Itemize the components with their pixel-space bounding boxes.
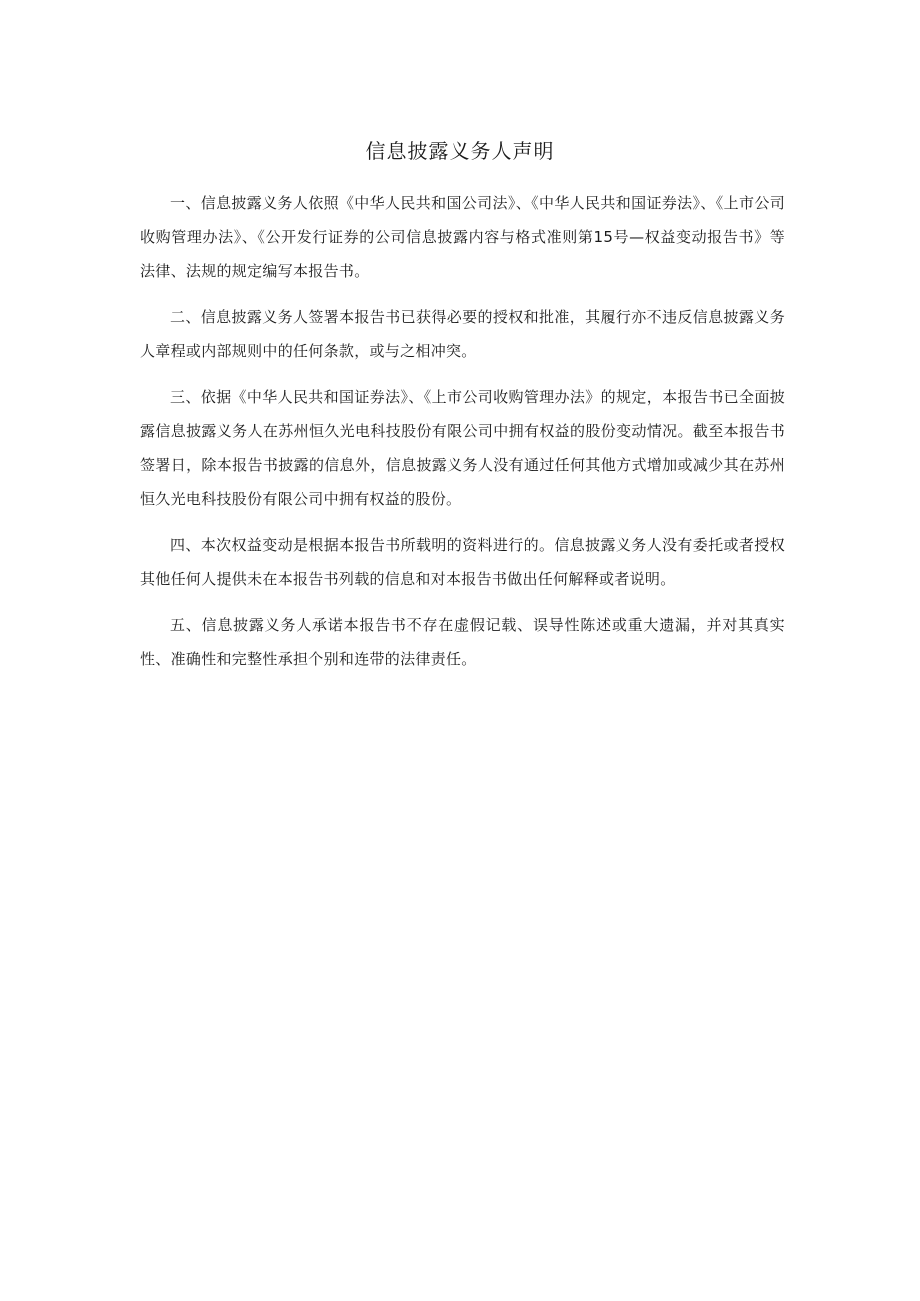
declaration-paragraph-5: 五、信息披露义务人承诺本报告书不存在虚假记载、误导性陈述或重大遗漏，并对其真实性、准确性和完整性承担个别和连带的法律责任。 xyxy=(140,616,785,668)
declaration-paragraph-1: 一、信息披露义务人依照《中华人民共和国公司法》、《中华人民共和国证券法》、《上市公司收购管理办法》、《公开发行证券的公司信息披露内容与格式准则第15号—权益变动报告书》等法律、法规的规定编写本报告书。 xyxy=(140,194,785,280)
declaration-paragraph-4: 四、本次权益变动是根据本报告书所载明的资料进行的。信息披露义务人没有委托或者授权其他任何人提供未在本报告书列载的信息和对本报告书做出任何解释或者说明。 xyxy=(140,536,785,588)
declaration-paragraph-3: 三、依据《中华人民共和国证券法》、《上市公司收购管理办法》的规定，本报告书已全面披露信息披露义务人在苏州恒久光电科技股份有限公司中拥有权益的股份变动情况。截至本报告书签署日，除本报告书披露的信息外，信息披露义务人没有通过任何其他方式增加或减少其在苏州恒久光电科技股份有限公司中拥有权益的股份。 xyxy=(140,388,785,508)
document-title: 信息披露义务人声明 xyxy=(365,139,555,163)
document-body xyxy=(140,186,785,688)
declaration-paragraph-2: 二、信息披露义务人签署本报告书已获得必要的授权和批准，其履行亦不违反信息披露义务人章程或内部规则中的任何条款，或与之相冲突。 xyxy=(140,308,785,360)
